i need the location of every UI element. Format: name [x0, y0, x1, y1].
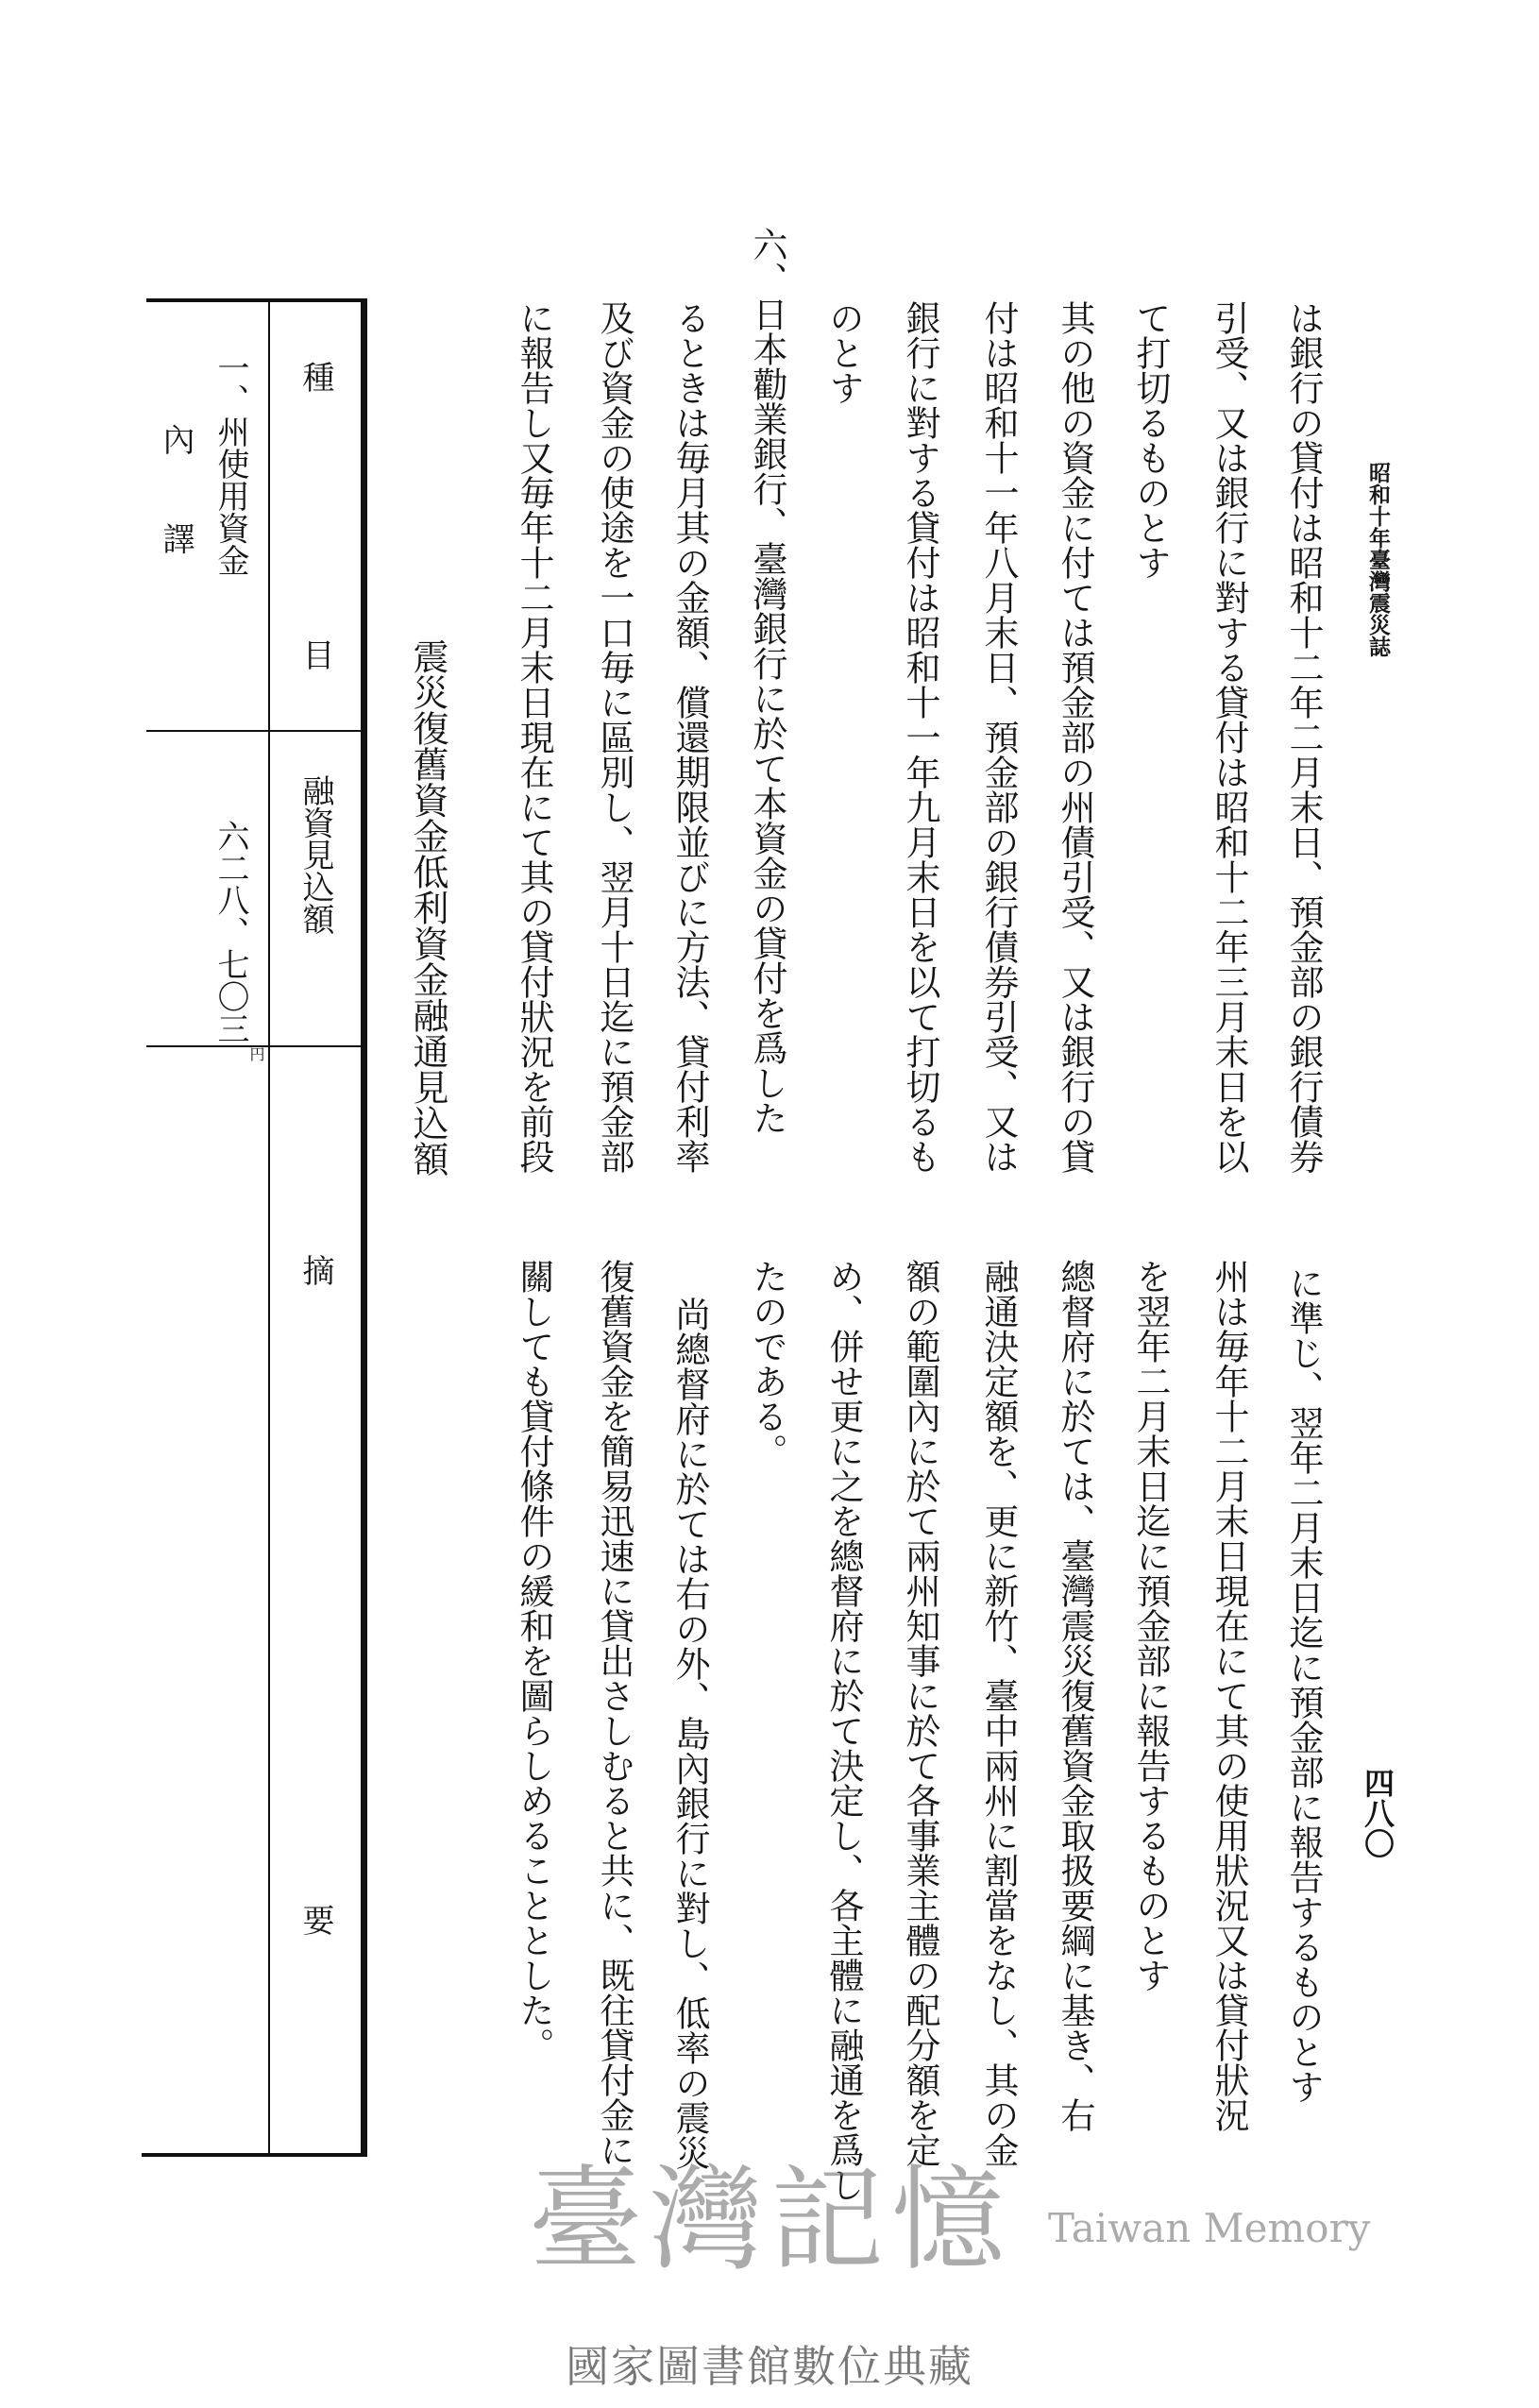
- table-right-border: [361, 298, 367, 2157]
- text-line: に準じ、翌年二月末日迄に預金部に報告するものとす: [1283, 1265, 1324, 2104]
- text-line: 復舊資金を簡易迅速に貸出さしむると共に、既往貸付金に: [594, 1259, 634, 2167]
- archive-footer: 國家圖書館數位典藏: [566, 2341, 973, 2392]
- text-line: のとす: [823, 300, 864, 405]
- row-item: 一、州使用資金: [211, 351, 249, 576]
- text-line: め、併せ更に之を總督府に於て決定し、各主體に融通を爲し: [823, 1259, 864, 2202]
- text-line: 付は昭和十一年八月末日、預金部の銀行債券引受、又は: [978, 300, 1019, 1174]
- text-line: 融通決定額を、更に新竹、臺中兩州に割當をなし、其の金: [978, 1259, 1019, 2167]
- text-line: 六、日本勸業銀行、臺灣銀行に於て本資金の貸付を爲した: [747, 227, 787, 1135]
- row-sub-2: 譯: [157, 522, 194, 554]
- text-line: に報告し又毎年十二月末日現在にて其の貸付狀況を前段: [514, 300, 554, 1174]
- table-bottom-border: [142, 2153, 366, 2157]
- running-title: 昭和十年臺灣震災誌: [1365, 462, 1391, 657]
- text-line: 州は毎年十二月末日現在にて其の使用狀況又は貸付狀況: [1209, 1259, 1249, 2132]
- text-line: は銀行の貸付は昭和十二年二月末日、預金部の銀行債券: [1283, 300, 1324, 1174]
- text-line: 引受、又は銀行に對する貸付は昭和十二年三月末日を以: [1209, 300, 1249, 1174]
- table-title: 震災復舊資金低利資金融通見込額: [407, 638, 448, 1177]
- text-line: 總督府に於ては、臺灣震災復舊資金取扱要綱に基き、右: [1055, 1259, 1095, 2132]
- text-line: を翌年二月末日迄に預金部に報告するものとす: [1130, 1259, 1171, 1993]
- header-item-1: 種: [296, 361, 334, 393]
- row-sub-1: 內: [157, 423, 194, 455]
- text-line: 其の他の資金に付ては預金部の州債引受、又は銀行の貸: [1055, 300, 1095, 1174]
- row-unit: 円: [247, 1046, 265, 1061]
- text-line: 銀行に對する貸付は昭和十一年九月末日を以て打切るも: [900, 300, 940, 1174]
- row-divider: [146, 730, 362, 732]
- header-remarks-2: 要: [296, 1904, 334, 1936]
- text-line: 尚總督府に於ては右の外、島內銀行に對し、低率の震災: [669, 1297, 710, 2170]
- text-line: るときは毎月其の金額、償還期限並びに方法、貸付利率: [669, 300, 710, 1174]
- header-item-2: 目: [296, 638, 334, 670]
- watermark-logo: 臺灣記憶: [529, 2155, 1012, 2286]
- header-amount: 融資見込額: [296, 774, 334, 935]
- text-line: 額の範圍內に於て兩州知事に於て各事業主體の配分額を定: [900, 1259, 940, 2167]
- header-remarks-1: 摘: [296, 1254, 334, 1286]
- watermark-subtitle: Taiwan Memory: [1048, 2205, 1371, 2251]
- text-line: て打切るものとす: [1130, 300, 1171, 580]
- header-divider: [268, 302, 270, 2155]
- text-line: たのである。: [747, 1259, 787, 1468]
- text-line: 關しても貸付條件の緩和を圖らしめることとした。: [514, 1259, 554, 2062]
- table-top-border: [146, 298, 366, 302]
- row-amount: 六二八、七〇三: [211, 820, 249, 1044]
- page-number: 四八〇: [1360, 1768, 1395, 1858]
- text-line: 及び資金の使途を一口毎に區別し、翌月十日迄に預金部: [594, 300, 634, 1174]
